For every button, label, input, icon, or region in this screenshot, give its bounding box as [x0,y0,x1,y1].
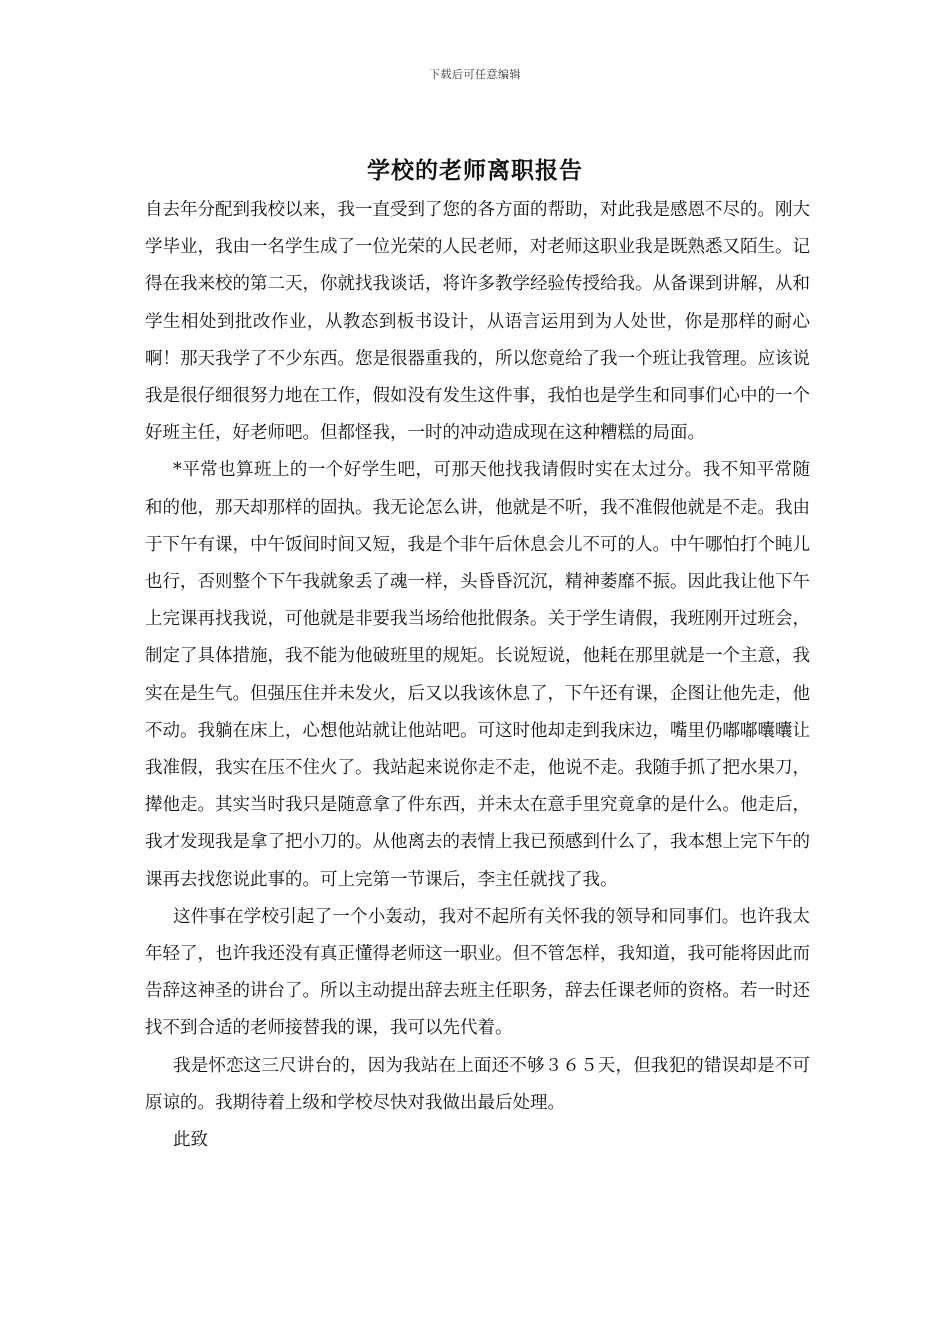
document-body [145,192,810,1159]
page-header-note: 下载后可任意编辑 [429,68,521,81]
closing-salutation: 此致 [173,1130,208,1151]
paragraph-3: 这件事在学校引起了一个小轰动，我对不起所有关怀我的领导和同事们。也许我太年轻了，也许我还没有真正懂得老师这一职业。但不管怎样，我知道，我可能将因此而告辞这神圣的讲台了。所以主动提出辞去班主任职务，辞去任课老师的资格。若一时还找不到合适的老师接替我的课，我可以先代着。 [145,906,810,1039]
paragraph-2: *平常也算班上的一个好学生吧，可那天他找我请假时实在太过分。我不知平常随和的他，那天却那样的固执。我无论怎么讲，他就是不听，我不准假他就是不走。我由于下午有课，中午饭间时间又短，我是个非午后休息会儿不可的人。中午哪怕打个盹儿也行，否则整个下午我就象丢了魂一样，头昏昏沉沉，精神萎靡不振。因此我让他下午上完课再找我说，可他就是非要我当场给他批假条。关于学生请假，我班刚开过班会，制定了具体措施，我不能为他破班里的规矩。长说短说，他耗在那里就是一个主意，我实在是生气。但强压住并未发火，后又以我该休息了，下午还有课，企图让他先走，他不动。我躺在床上，心想他站就让他站吧。可这时他却走到我床边，嘴里仍嘟嘟囔囔让我准假，我实在压不住火了。我站起来说你走不走，他说不走。我随手抓了把水果刀，撵他走。其实当时我只是随意拿了件东西，并未太在意手里究竟拿的是什么。他走后，我才发现我是拿了把小刀的。从他离去的表情上我已预感到什么了，我本想上完下午的课再去找您说此事的。可上完第一节课后，李主任就找了我。 [145,460,810,890]
paragraph-1: 自去年分配到我校以来，我一直受到了您的各方面的帮助，对此我是感恩不尽的。刚大学毕业，我由一名学生成了一位光荣的人民老师，对老师这职业我是既熟悉又陌生。记得在我来校的第二天，你就找我谈话，将许多教学经验传授给我。从备课到讲解，从和学生相处到批改作业，从教态到板书设计，从语言运用到为人处世，你是那样的耐心啊！那天我学了不少东西。您是很器重我的，所以您竟给了我一个班让我管理。应该说我是很仔细很努力地在工作，假如没有发生这件事，我怕也是学生和同事们心中的一个好班主任，好老师吧。但都怪我，一时的冲动造成现在这种糟糕的局面。 [145,200,810,444]
paragraph-4: 我是怀恋这三尺讲台的，因为我站在上面还不够３６５天，但我犯的错误却是不可原谅的。我期待着上级和学校尽快对我做出最后处理。 [145,1055,810,1113]
document-title: 学校的老师离职报告 [367,157,583,184]
